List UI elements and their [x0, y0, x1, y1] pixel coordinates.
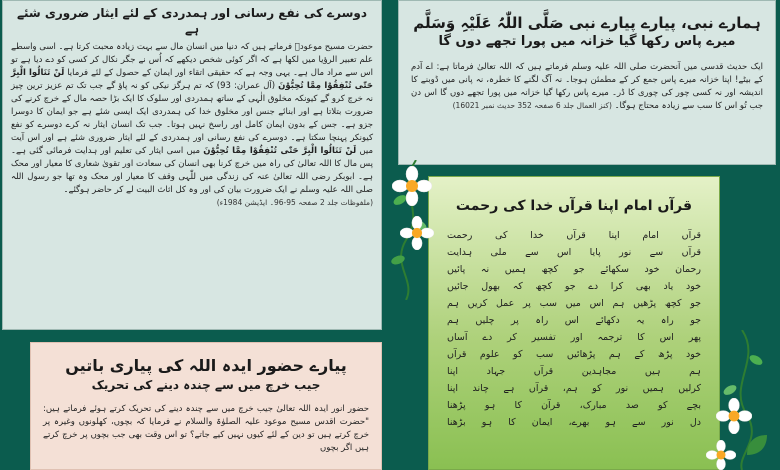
poem-line: دل نور سے ہو بھرے، ایمان کا ہو بڑھنا	[447, 417, 701, 428]
poem-line: رحمان خود سکھائے جو کچھ ہمیں نہ پائیں	[447, 264, 701, 275]
white-flower-icon	[392, 166, 432, 206]
white-flower-icon	[706, 440, 736, 470]
poem-lines	[429, 215, 719, 431]
hadith-panel	[398, 0, 776, 165]
poem-panel	[428, 176, 720, 470]
white-flower-icon	[716, 398, 752, 434]
poem-line: بچے کو صد مبارک، قرآن کا ہو پڑھنا	[447, 400, 701, 411]
left-article-body	[3, 41, 381, 208]
poem-line: ہم ہیں مجاہدین قرآں جہاد اپنا	[447, 366, 701, 377]
left-article-verse-1: لَنْ تَنَالُوا الْبِرَّ حَتّٰى تُنْفِقُوْا مِمَّا تُحِبُّوْنَ	[11, 68, 374, 91]
hadith-body	[399, 51, 775, 113]
poem-line: قرآں سے نور پایا اس سے ملی ہدایت	[447, 247, 701, 258]
huzoor-heading-2: جیب خرچ میں سے چندہ دینے کی تحریک	[91, 378, 321, 392]
left-article-heading: دوسرے کی نفع رسانی اور ہمدردی کے لئے ایثار ضروری شئے ہے	[16, 6, 368, 36]
left-article-reference: (ملفوظات جلد 2 صفحہ 95-96۔ ایڈیشن 1984ء)	[216, 198, 373, 207]
poem-line: جو راہ یہ دکھائے اس راہ پر چلیں ہم	[447, 315, 701, 326]
white-flower-icon	[400, 216, 434, 250]
hadith-heading-2: میرے پاس رکھا گیا خزانہ میں پورا تجھے دوں گا	[438, 34, 736, 49]
poem-line: خود پڑھ کے ہم پڑھائیں سب کو علوم قرآں	[447, 349, 701, 360]
hadith-text: ایک حدیث قدسی میں آنحضرت صلی اللہ علیہ وسلم فرماتے ہیں کہ اللہ تعالیٰ فرماتا ہے: اے آدم کے بیٹے! اپنا خزانہ میرے پاس جمع کر کے مطمئن ہوجا۔ نہ آگ لگنے کا خطرہ، نہ پانی میں ڈوبنے کا اندیشہ اور نہ کسی چور کی چوری کا ڈر۔ میرے پاس رکھا گیا خزانہ میں پورا تجھے دوں گا اس دن جب تُو اس کا سب سے زیادہ محتاج ہوگا۔	[411, 62, 763, 111]
huzoor-panel	[30, 342, 382, 470]
poem-line: پھر اس کا ترجمہ اور تفسیر کر دے آساں	[447, 332, 701, 343]
poem-line: کرلیں ہمیں نور کو ہم، قرآں ہے چاند اپنا	[447, 383, 701, 394]
hadith-reference: (کنز العمال جلد 6 صفحہ 352 حدیث نمبر 16021)	[452, 101, 612, 110]
left-article-panel	[2, 0, 382, 330]
hadith-heading-1: ہمارے نبی، پیارے پیارے نبی صَلَّی اللّٰہُ عَلَیْہِ وَسَلَّم	[413, 14, 761, 32]
poem-line: جو کچھ پڑھیں ہم اس میں سب پر عمل کریں ہم	[447, 298, 701, 309]
left-article-paragraph-1: حضرت مسیح موعودؑ فرماتے ہیں کہ دنیا میں انسان مال سے بہت زیادہ محبت کرتا ہے۔ اسی واسطے علم تعبیر الرؤیا میں لکھا ہے کہ اگر کوئی شخص دیکھے کہ اُس نے جگر نکال کر کسی کو دے دیا ہے تو اس سے مراد مال ہے۔ یہی وجہ ہے کہ حقیقی اتقاء اور ایمان کے حصول کے لئے فرمایا	[11, 42, 374, 78]
poem-line: قرآں امام اپنا قرآں خدا کی رحمت	[447, 230, 701, 241]
huzoor-text: حضور انور ایدہ اللہ تعالیٰ جیب خرچ میں سے چندہ دینے کی تحریک کرتے ہوئے فرماتے ہیں: "حضرت اقدس مسیح موعود علیہ الصلوٰۃ والسلام نے فرمایا کہ بچوں، کھلونوں وغیرہ پر خرچ کرتے ہیں تو دین کے لئے کیوں نہیں کیے جاتے؟ تو اس وقت بھی جب بچوں پر خرچ کرتے ہیں اگر بچوں	[43, 404, 369, 453]
left-article-verse-2: لَنْ تَنَالُوا الْبِرَّ حَتّٰى تُنْفِقُوْا مِمَّا تُحِبُّوْنَ	[203, 146, 357, 156]
left-article-paragraph-2: (آل عمران: 93) کہ تم ہرگز نیکی کو نہ پاؤ گے جب تک تم عزیز ترین چیز نہ خرچ کرو گے کیونکہ مخلوق الٰہی کے ساتھ ہمدردی اور سلوک کا ایک بڑا حصہ مال کے خرچ کرنے کی ضرورت بتلاتا ہے اور ابنائے جنس اور مخلوق خدا کی ہمدردی ایک ایسی شئے ہے جو ایمان کا دوسرا جزو ہے۔ جس کے بدون ایمان کامل اور راسخ نہیں ہوتا۔ جب تک انسان ایثار نہ کرے دوسرے کو نفع کیونکر پہنچا سکتا ہے۔ دوسرے کی نفع رسانی اور ہمدردی کے لئے ایثار ضروری شئے ہے اور اس آیت میں	[11, 81, 373, 156]
left-article-paragraph-3: میں اسی ایثار کی تعلیم اور ہدایت فرمائی گئی ہے۔ پس مال کا اللہ تعالیٰ کی راہ میں خرچ کرنا بھی انسان کی سعادت اور تقویٰ شعاری کا معیار اور محک ہے۔ ابوبکر رضی اللہ تعالیٰ عنہ کی زندگی میں للّٰہی وقف کا معیار اور محک وہ تھا جو رسول اللہ صلی اللہ علیہ وسلم نے ایک ضرورت بیان کی اور وہ کل اثاث البیت لے کر حاضر ہوگئے۔	[11, 146, 373, 195]
poem-line: خود یاد بھی کرا دے جو کچھ کہ بھول جائیں	[447, 281, 701, 292]
leaf-icon	[742, 430, 772, 460]
huzoor-heading-1: پیارے حضور ایدہ اللہ کی پیاری باتیں	[65, 356, 347, 375]
poem-heading: قرآں امام اپنا قرآں خدا کی رحمت	[455, 198, 693, 214]
